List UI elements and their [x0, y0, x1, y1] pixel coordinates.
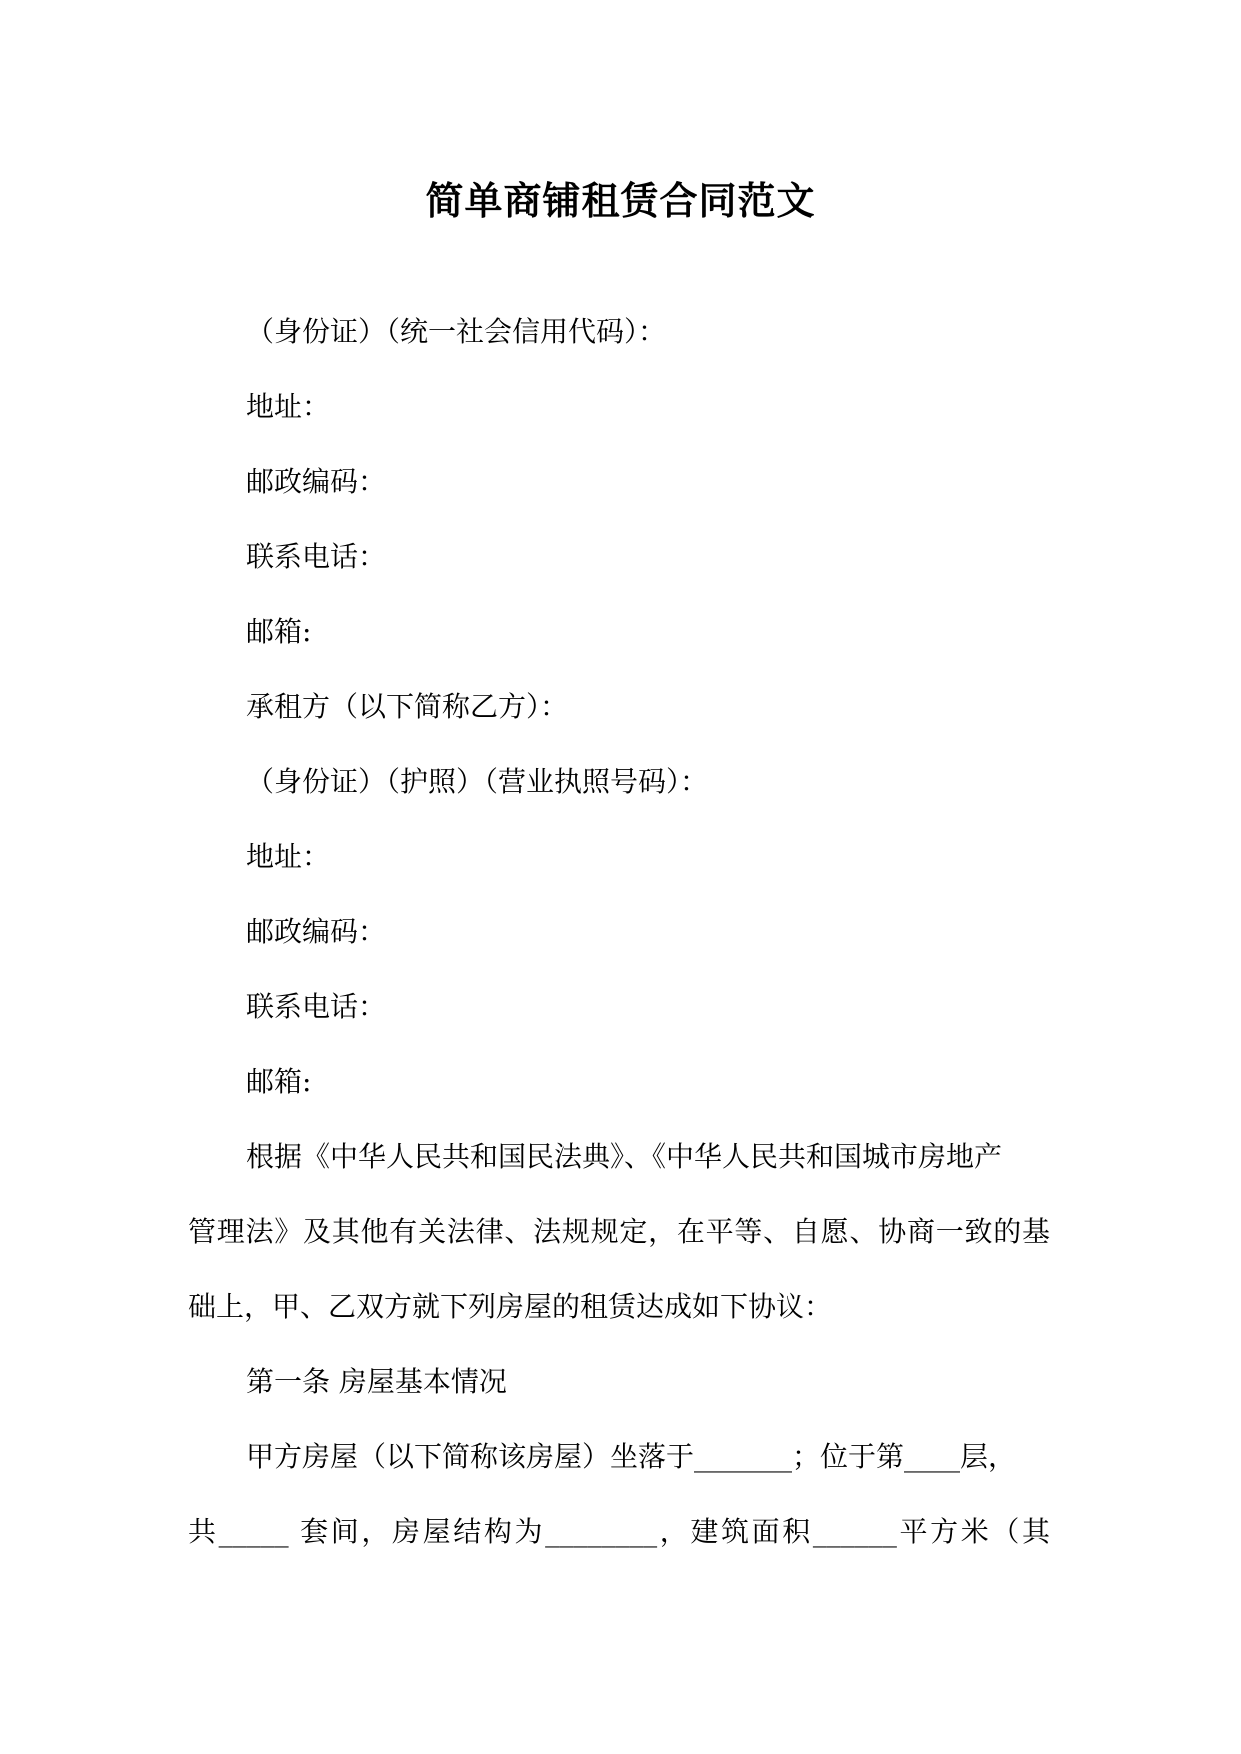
- document-title: 简单商铺租赁合同范文: [425, 178, 816, 223]
- party-b-postcode-line: 邮政编码：: [246, 915, 387, 948]
- party-a-postcode-line: 邮政编码：: [246, 465, 387, 498]
- preamble-line-1: 根据《中华人民共和国民法典》、《中华人民共和国城市房地产: [246, 1140, 1003, 1173]
- party-b-email-line: 邮箱:: [246, 1065, 312, 1098]
- party-a-address-line: 地址：: [246, 390, 331, 423]
- party-a-email-line: 邮箱:: [246, 615, 312, 648]
- party-a-id-line: （身份证）（统一社会信用代码）：: [246, 315, 667, 348]
- preamble-line-3: 础上，甲、乙双方就下列房屋的租赁达成如下协议：: [188, 1290, 833, 1323]
- article-1-line-1: 甲方房屋（以下简称该房屋）坐落于_______；位于第____层，: [246, 1440, 1017, 1473]
- party-b-id-line: （身份证）（护照）（营业执照号码）：: [246, 765, 709, 798]
- party-b-phone-line: 联系电话：: [246, 990, 387, 1023]
- party-b-heading: 承租方（以下简称乙方）：: [246, 690, 569, 723]
- article-1-heading: 第一条 房屋基本情况: [246, 1365, 507, 1398]
- party-a-phone-line: 联系电话：: [246, 540, 387, 573]
- preamble-line-2: 管理法》及其他有关法律、法规规定，在平等、自愿、协商一致的基: [188, 1215, 1050, 1248]
- article-1-line-2: 共_____ 套间，房屋结构为________，建筑面积______平方米（其: [188, 1515, 1050, 1548]
- party-b-address-line: 地址：: [246, 840, 331, 873]
